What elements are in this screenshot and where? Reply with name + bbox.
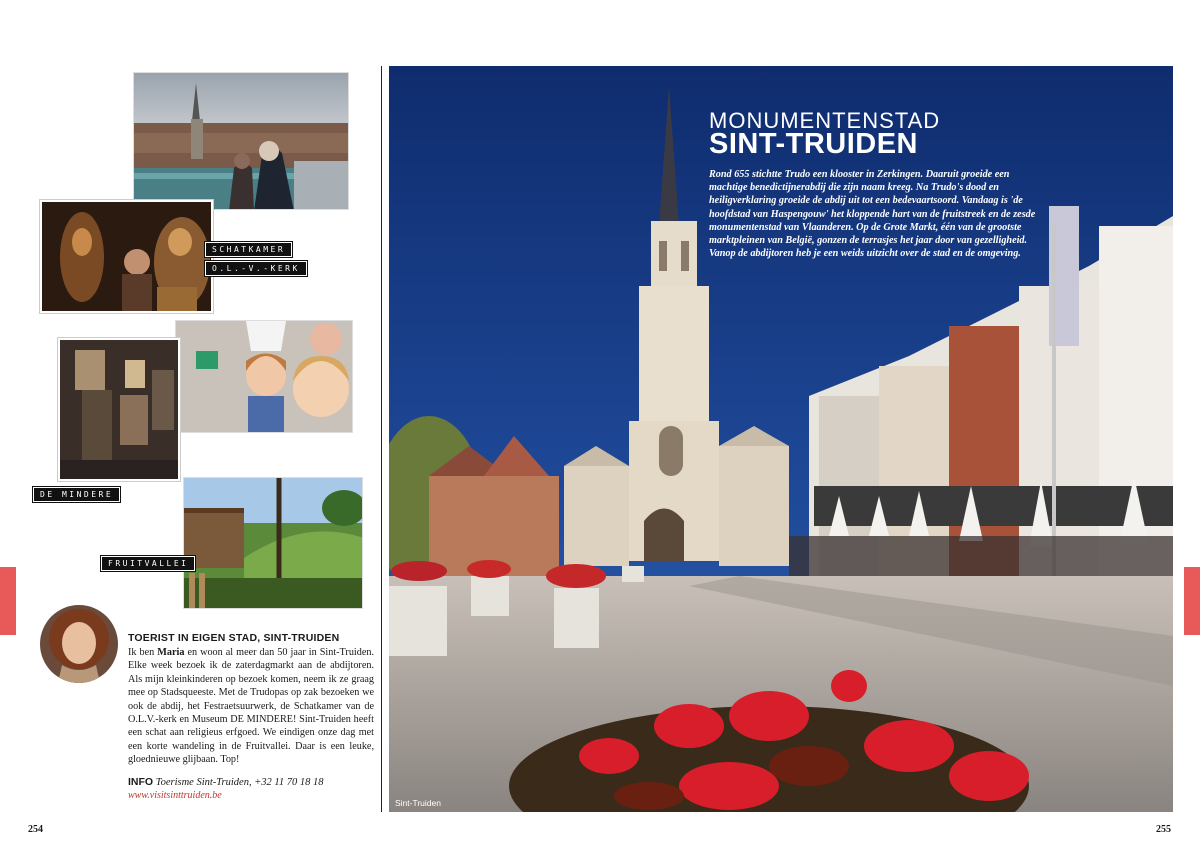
hero-kicker: MONUMENTENSTAD xyxy=(709,108,941,133)
info-line xyxy=(128,776,324,788)
story-body xyxy=(128,646,374,767)
story-intro: Ik ben xyxy=(128,647,158,658)
photo-children xyxy=(175,320,353,433)
photo-schatkamer xyxy=(40,200,213,313)
avatar xyxy=(40,605,118,683)
tag-fruitvallei: FRUITVALLEI xyxy=(101,556,195,571)
photo-de-mindere xyxy=(58,338,180,481)
hero-text: Rond 655 stichtte Trudo een klooster in Zerkingen. Daaruit groeide een machtige benedictijnerabdij die zijn naam kreeg. Na Trudo's dood en heiligverklaring groeide de abdij uit tot een bedevaartsoord. Vandaag is 'de hoofdstad van Haspengouw' het kloppende hart van de fruitstreek en de zesde monumentenstad van Vlaanderen. Op de Grote Markt, één van de grootste marktpleinen van België, gonzen de terrasjes het jaar door van gezelligheid. Vanop de abdijtoren heb je een weids uitzicht over de stad en de omgeving. xyxy=(709,169,1036,260)
info-phone: +32 11 70 18 18 xyxy=(254,777,324,788)
hero-photo xyxy=(389,66,1173,812)
hero-title: SINT-TRUIDEN xyxy=(709,128,918,160)
info-label: INFO xyxy=(128,776,154,788)
page-divider xyxy=(381,66,382,812)
tag-de-mindere: DE MINDERE xyxy=(33,487,120,502)
story-name: Maria xyxy=(157,647,185,658)
photo-fruitvallei xyxy=(183,477,363,609)
story-text: en woon al meer dan 50 jaar in Sint-Truiden. Elke week bezoek ik de zaterdagmarkt aan de abdijtoren. Als mijn kleinkinderen op bezoek komen, neem ik ze graag mee op Stadsqueeste. Met de Trudopas op zak bezoeken we ook de abdij, het Festraetsuurwerk, de Schatkamer van de O.L.V.-kerk en Museum DE MINDERE! Sint-Truiden heeft een schat aan religieus erfgoed. We eindigen onze dag met een korte wandeling in de Fruitvallei. Daar is een leuke, gloednieuwe glijbaan. Top! xyxy=(128,647,374,766)
page-number-left: 254 xyxy=(28,824,43,835)
left-side-tab xyxy=(0,567,16,635)
right-side-tab xyxy=(1184,567,1200,635)
info-org: Toerisme Sint-Truiden, xyxy=(155,777,252,788)
tag-schatkamer: SCHATKAMER xyxy=(205,242,292,257)
story-title: TOERIST IN EIGEN STAD, SINT-TRUIDEN xyxy=(128,632,340,644)
page-number-right: 255 xyxy=(1156,824,1171,835)
photo-caption: Sint-Truiden xyxy=(395,798,441,808)
website-link[interactable]: www.visitsinttruiden.be xyxy=(128,790,222,801)
photo-tower-view xyxy=(133,72,349,210)
tag-olv-kerk: O.L.-V.-KERK xyxy=(205,261,307,276)
